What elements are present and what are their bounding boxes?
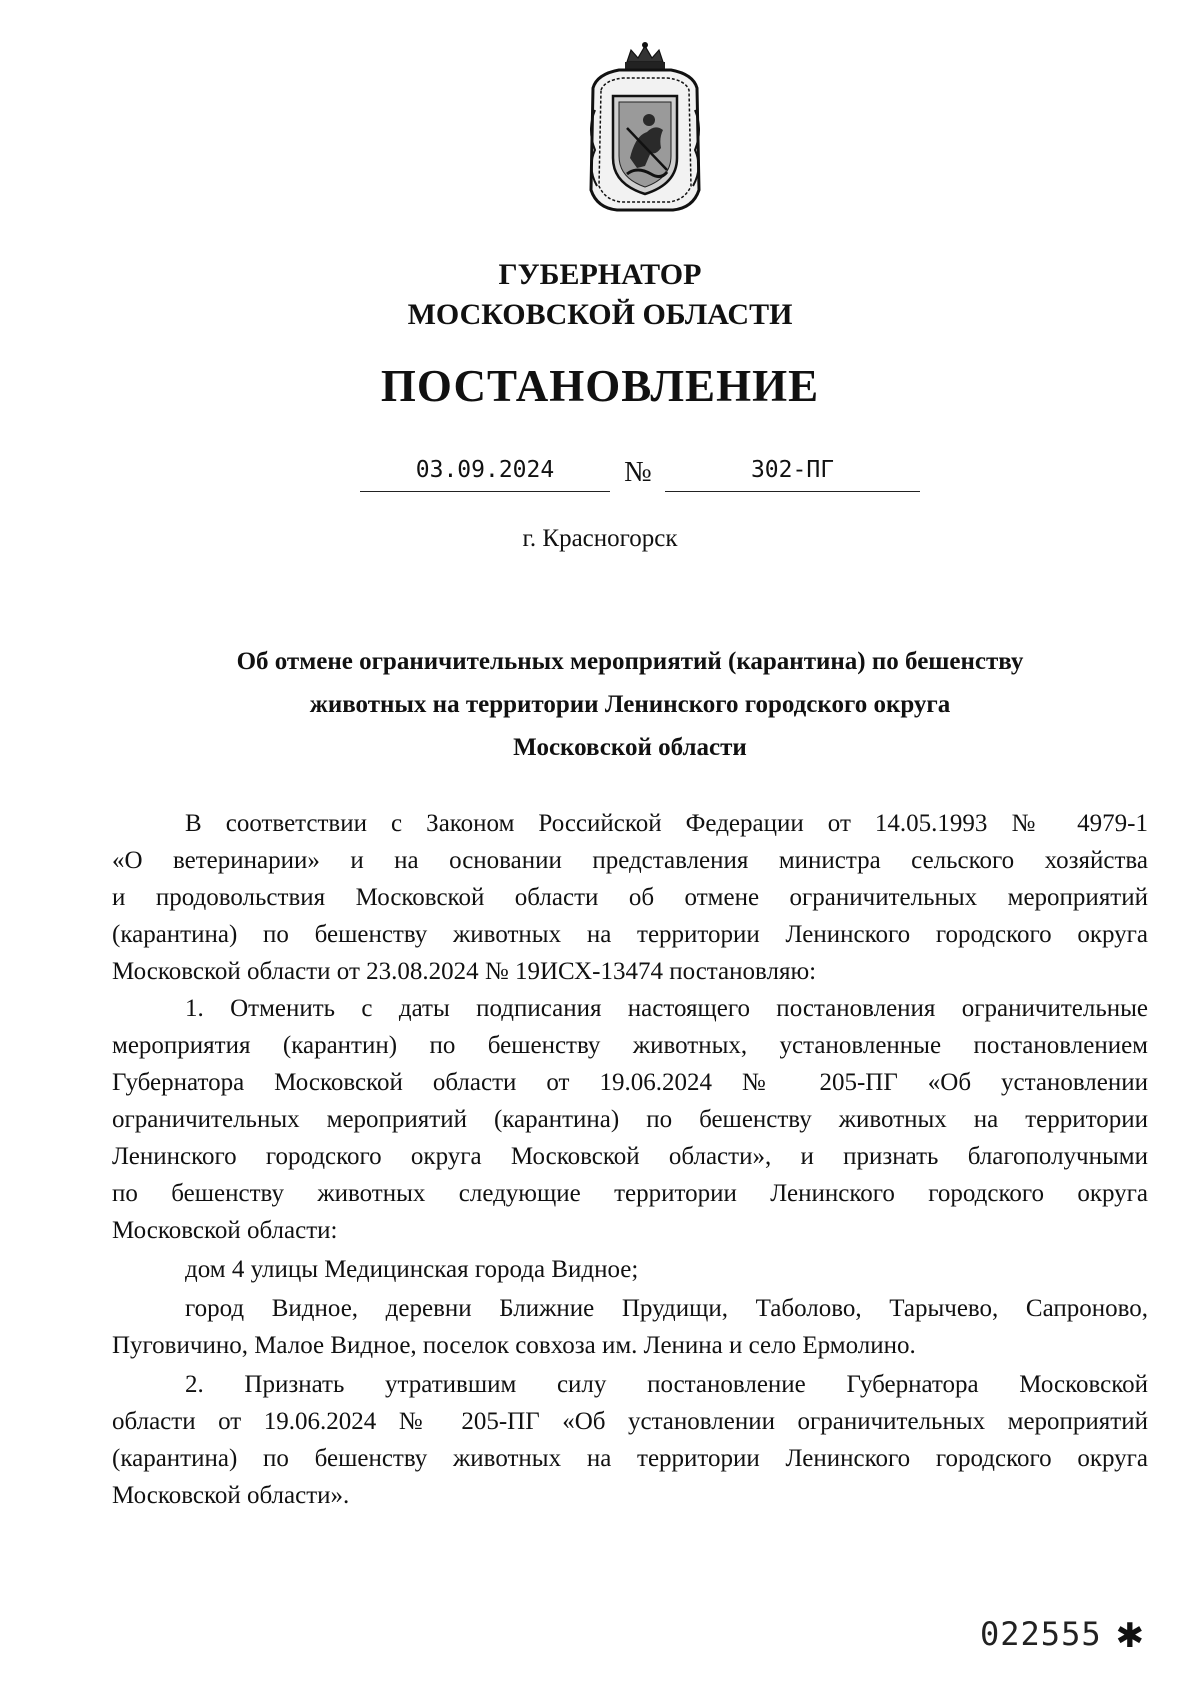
- body-line: Московской области:: [112, 1217, 338, 1244]
- document-subject: [160, 640, 1100, 769]
- subject-line: Московской области: [513, 734, 747, 761]
- number-sign: №: [624, 456, 652, 488]
- authority-line-2: МОСКОВСКОЙ ОБЛАСТИ: [407, 298, 793, 331]
- document-type-heading: ПОСТАНОВЛЕНИЕ: [380, 361, 820, 411]
- body-line: 1. Отменить с даты подписания настоящего постановления ограничительные: [185, 995, 1148, 1022]
- body-line: ограничительных мероприятий (карантина) по бешенству животных на территории: [112, 1106, 1148, 1133]
- body-line: по бешенству животных следующие территории Ленинского городского округа: [112, 1180, 1148, 1207]
- subject-line: животных на территории Ленинского городского округа: [309, 691, 951, 718]
- blank-serial-number: [980, 1615, 1144, 1665]
- body-line: город Видное, деревни Ближние Прудищи, Таболово, Тарычево, Сапроново,: [185, 1295, 1148, 1322]
- body-line: мероприятия (карантин) по бешенству животных, установленные постановлением: [112, 1032, 1148, 1059]
- body-line: дом 4 улицы Медицинская города Видное;: [185, 1256, 639, 1283]
- body-line: области от 19.06.2024 № 205-ПГ «Об установлении ограничительных мероприятий: [112, 1408, 1148, 1435]
- subject-line: Об отмене ограничительных мероприятий (карантина) по бешенству: [236, 648, 1024, 675]
- document-number: 302-ПГ: [750, 457, 835, 483]
- number-underline: [665, 491, 920, 492]
- body-line: (карантина) по бешенству животных на территории Ленинского городского округа: [112, 1445, 1148, 1472]
- body-line: и продовольствия Московской области об отмене ограничительных мероприятий: [112, 884, 1148, 911]
- body-line: Пуговичино, Малое Видное, поселок совхоза им. Ленина и село Ермолино.: [112, 1332, 916, 1359]
- body-line: Губернатора Московской области от 19.06.2024 № 205-ПГ «Об установлении: [112, 1069, 1148, 1096]
- body-line: Ленинского городского округа Московской области», и признать благополучными: [112, 1143, 1148, 1170]
- coat-of-arms-icon: [575, 40, 715, 220]
- body-line: «О ветеринарии» и на основании представления министра сельского хозяйства: [112, 847, 1148, 874]
- date-underline: [360, 491, 610, 492]
- issue-city: г. Красногорск: [522, 525, 678, 552]
- authority-line-1: ГУБЕРНАТОР: [498, 258, 702, 291]
- body-line: Московской области от 23.08.2024 № 19ИСХ-13474 постановляю:: [112, 958, 817, 985]
- body-line: (карантина) по бешенству животных на территории Ленинского городского округа: [112, 921, 1148, 948]
- registration-row: [0, 455, 1200, 505]
- serial-number: 022555: [980, 1615, 1102, 1653]
- asterisk-icon: ✱: [1115, 1616, 1145, 1656]
- body-line: В соответствии с Законом Российской Федерации от 14.05.1993 № 4979-1: [185, 810, 1148, 837]
- body-line: 2. Признать утратившим силу постановление Губернатора Московской: [185, 1371, 1148, 1398]
- body-line: Московской области».: [112, 1482, 350, 1509]
- document-date: 03.09.2024: [415, 457, 555, 483]
